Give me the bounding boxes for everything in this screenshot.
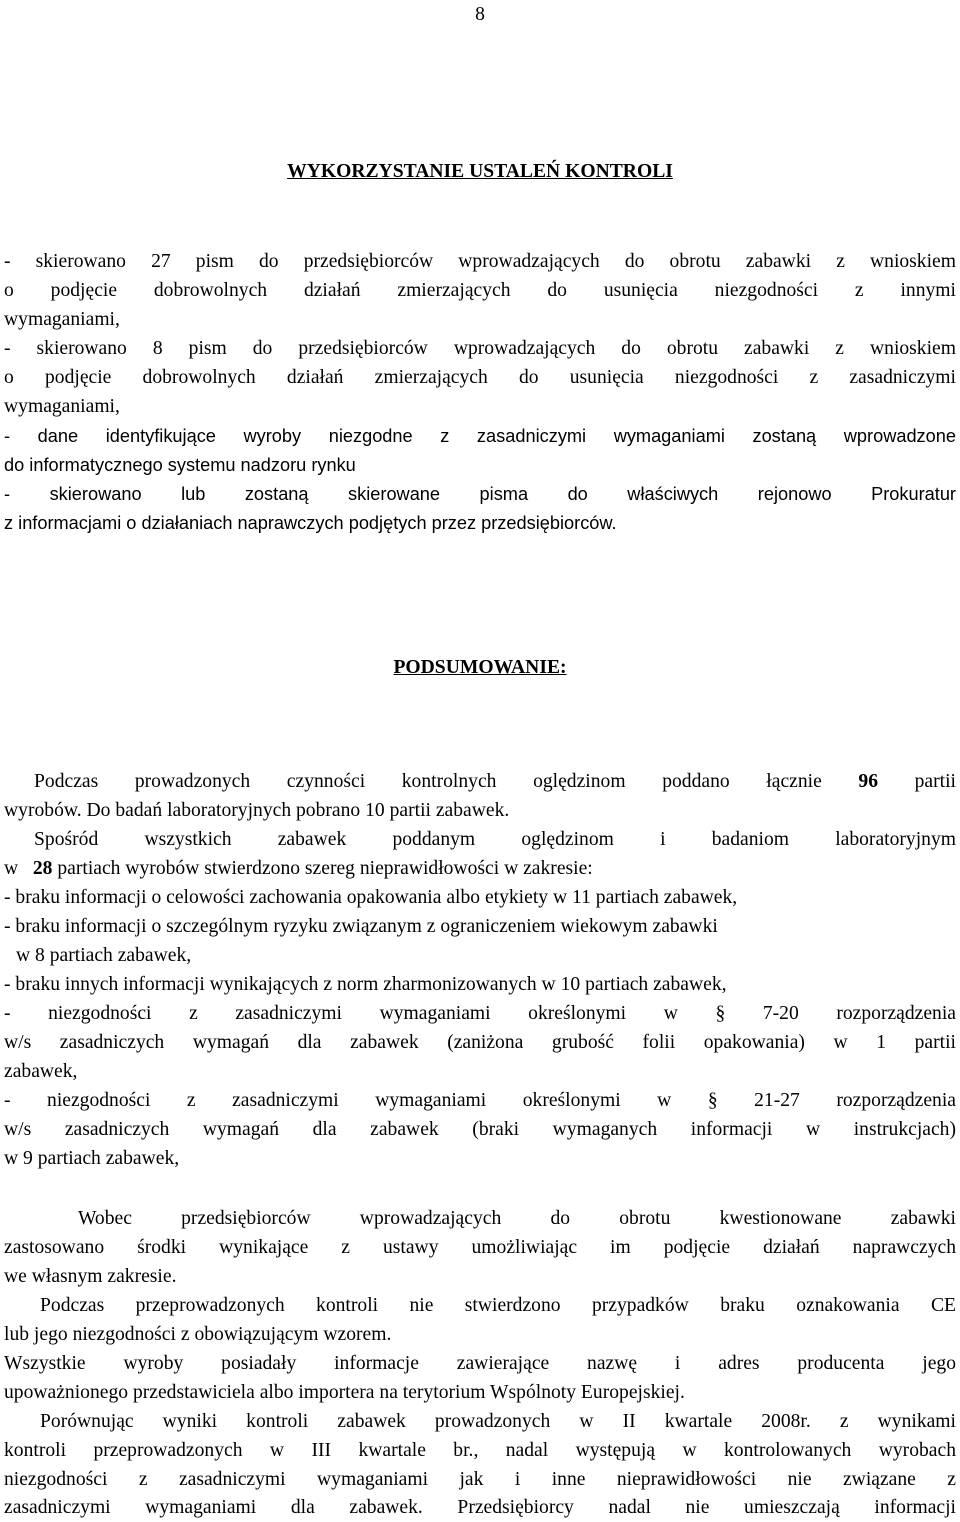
section-heading-podsumowanie: PODSUMOWANIE: (393, 657, 567, 678)
nonconforming-count: 28 (32, 858, 53, 879)
text-line: wymaganiami, (4, 396, 120, 417)
summary-line (34, 768, 956, 796)
inspected-count: 96 (858, 771, 878, 792)
text-line: wymaganiami, (4, 309, 120, 330)
finding-line: w/s zasadniczych wymagań dla zabawek (braki wymaganych informacji w instrukcjach) (4, 1119, 956, 1140)
closing-line: zasadniczymi wymaganiami dla zabawek. Przedsiębiorcy nadal nie umieszczają informacji (4, 1497, 956, 1518)
closing-line: upoważnionego przedstawiciela albo importera na terytorium Wspólnoty Europejskiej. (4, 1382, 685, 1403)
closing-line: Porównując wyniki kontroli zabawek prowadzonych w II kwartale 2008r. z wynikami (40, 1411, 956, 1432)
summary-line (4, 855, 956, 883)
section-heading-kontroli: WYKORZYSTANIE USTALEŃ KONTROLI (287, 161, 673, 182)
closing-line: kontroli przeprowadzonych w III kwartale br., nadal występują w kontrolowanych wyrobach (4, 1440, 956, 1461)
finding-line: - niezgodności z zasadniczymi wymaganiami określonymi w § 21-27 rozporządzenia (4, 1090, 956, 1111)
closing-line: lub jego niezgodności z obowiązującym wzorem. (4, 1324, 392, 1345)
text-line: o podjęcie dobrowolnych działań zmierzających do usunięcia niezgodności z zasadniczymi (4, 367, 956, 388)
finding-line: - niezgodności z zasadniczymi wymaganiami określonymi w § 7-20 rozporządzenia (4, 1003, 956, 1024)
text-line: - skierowano lub zostaną skierowane pisma do właściwych rejonowo Prokuratur (4, 484, 956, 504)
closing-line: Wobec przedsiębiorców wprowadzających do obrotu kwestionowane zabawki (78, 1208, 956, 1229)
summary-text: partiach wyrobów stwierdzono szereg nieprawidłowości w zakresie: (57, 858, 593, 879)
finding-line: zabawek, (4, 1061, 78, 1082)
closing-line: Wszystkie wyroby posiadały informacje zawierające nazwę i adres producenta jego (4, 1353, 956, 1374)
finding-line: - braku informacji o szczególnym ryzyku związanym z ograniczeniem wiekowym zabawki (4, 916, 718, 937)
text-line: - skierowano 27 pism do przedsiębiorców wprowadzających do obrotu zabawki z wnioskiem (4, 251, 956, 272)
summary-text: w (4, 858, 19, 879)
text-line: do informatycznego systemu nadzoru rynku (4, 455, 356, 475)
finding-line: - braku innych informacji wynikających z norm zharmonizowanych w 10 partiach zabawek, (4, 974, 727, 995)
finding-line: - braku informacji o celowości zachowania opakowania albo etykiety w 11 partiach zabawek, (4, 887, 738, 908)
closing-line: zastosowano środki wynikające z ustawy umożliwiając im podjęcie działań naprawczych (4, 1237, 956, 1258)
closing-line: we własnym zakresie. (4, 1266, 177, 1287)
finding-line: w 9 partiach zabawek, (4, 1148, 180, 1169)
closing-line: Podczas przeprowadzonych kontroli nie stwierdzono przypadków braku oznakowania CE (40, 1295, 956, 1316)
text-line: z informacjami o działaniach naprawczych podjętych przez przedsiębiorców. (4, 513, 617, 533)
text-line: - dane identyfikujące wyroby niezgodne z zasadniczymi wymaganiami zostaną wprowadzone (4, 426, 956, 446)
summary-text: Podczas prowadzonych czynności kontrolnych oględzinom poddano łącznie (34, 771, 822, 792)
page-number: 8 (475, 4, 485, 25)
summary-line: Spośród wszystkich zabawek poddanym oględzinom i badaniom laboratoryjnym (34, 829, 956, 850)
summary-line: wyrobów. Do badań laboratoryjnych pobrano 10 partii zabawek. (4, 800, 510, 821)
text-line: o podjęcie dobrowolnych działań zmierzających do usunięcia niezgodności z innymi (4, 280, 956, 301)
finding-line: w/s zasadniczych wymagań dla zabawek (zaniżona grubość folii opakowania) w 1 partii (4, 1032, 956, 1053)
finding-line: w 8 partiach zabawek, (16, 945, 192, 966)
closing-line: niezgodności z zasadniczymi wymaganiami jak i inne nieprawidłowości nie związane z (4, 1469, 956, 1490)
text-line: - skierowano 8 pism do przedsiębiorców wprowadzających do obrotu zabawki z wnioskiem (4, 338, 956, 359)
summary-text: partii (914, 771, 956, 792)
